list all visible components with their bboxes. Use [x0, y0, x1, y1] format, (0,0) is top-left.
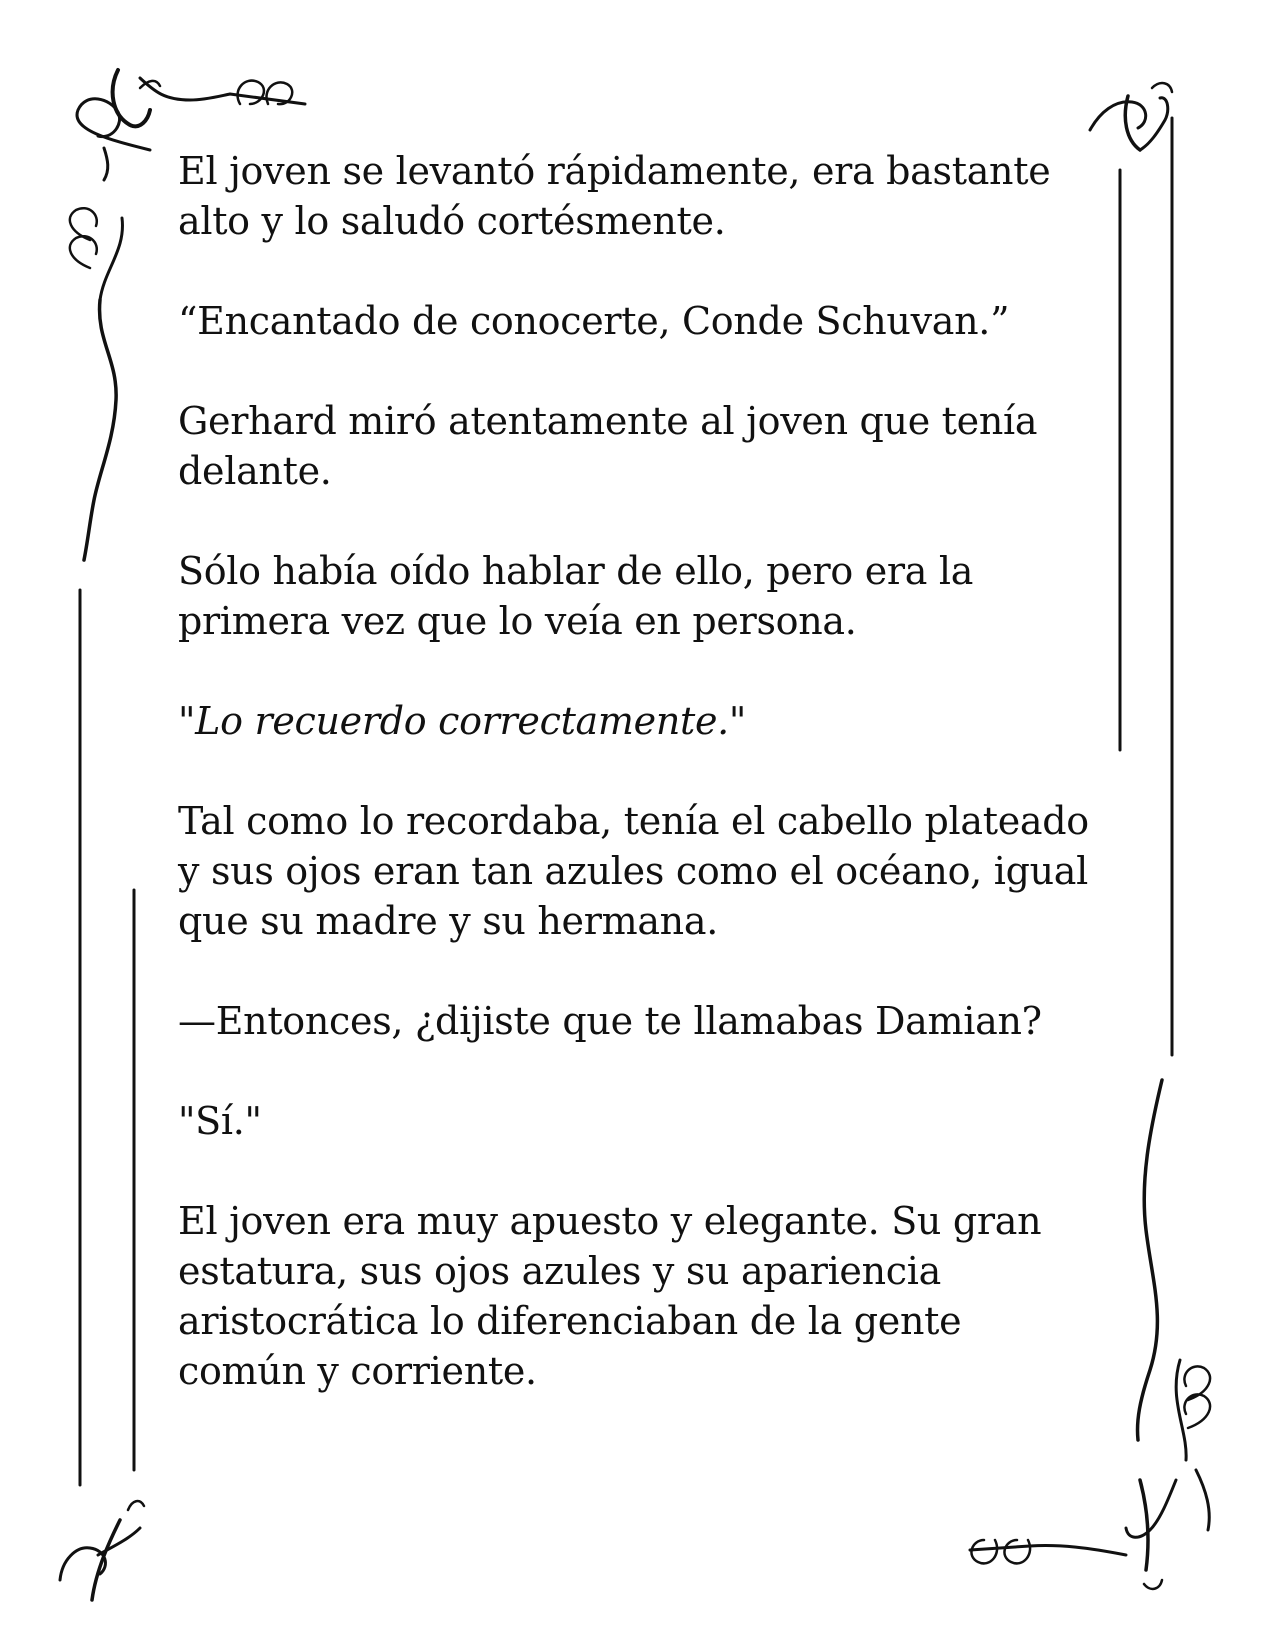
paragraph-9: El joven era muy apuesto y elegante. Su gran estatura, sus ojos azules y su apariencia aristocrática lo diferenciaban de la gente común y corriente.: [178, 1199, 1042, 1393]
paragraph-8-dialogue: "Sí.": [178, 1099, 262, 1143]
paragraph-4: Sólo había oído hablar de ello, pero era la primera vez que lo veía en persona.: [178, 549, 974, 643]
paragraph-7-dialogue: —Entonces, ¿dijiste que te llamabas Damian?: [178, 999, 1042, 1043]
paragraph-1: El joven se levantó rápidamente, era bastante alto y lo saludó cortésmente.: [178, 149, 1051, 243]
paragraph-3: Gerhard miró atentamente al joven que tenía delante.: [178, 399, 1038, 493]
bottom-left-flourish: [60, 1501, 144, 1600]
paragraph-2: “Encantado de conocerte, Conde Schuvan.”: [178, 299, 1010, 343]
paragraph-5-thought: "Lo recuerdo correctamente.": [178, 699, 747, 743]
paragraph-6: Tal como lo recordaba, tenía el cabello plateado y sus ojos eran tan azules como el océano, igual que su madre y su hermana.: [178, 799, 1089, 943]
document-body: [178, 146, 1108, 1446]
